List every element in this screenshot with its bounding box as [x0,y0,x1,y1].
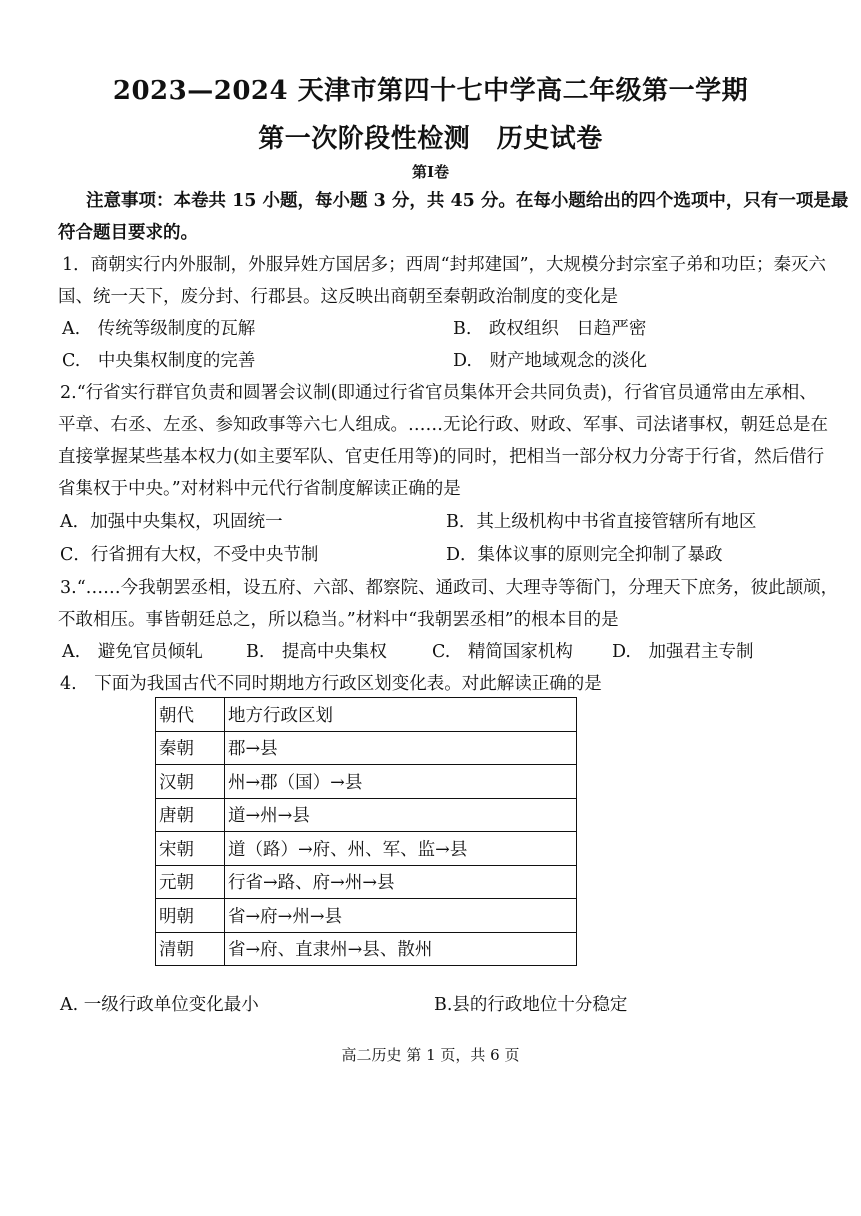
table-header-row [156,698,577,732]
question-2-option-a: A．加强中央集权，巩固统一 [60,512,283,532]
question-3-option-c: C. 精简国家机构 [432,642,573,662]
instructions-line-2: 符合题目要求的。 [58,223,198,243]
question-4-stem-line: 4. 下面为我国古代不同时期地方行政区划变化表。对此解读正确的是 [60,674,602,694]
table-cell-dynasty: 唐朝 [156,798,225,832]
question-1-stem-line: 国、统一天下，废分封、行郡县。这反映出商朝至秦朝政治制度的变化是 [58,287,618,307]
table-row [156,899,577,933]
question-3-option-b: B. 提高中央集权 [246,642,387,662]
question-2-stem-line: 2.“行省实行群官负责和圆署会议制(即通过行省官员集体开会共同负责)，行省官员通常由左承相、 [60,383,817,403]
table-cell-division: 省→府→州→县 [225,899,577,933]
admin-division-table [155,697,577,966]
table-cell-division: 省→府、直隶州→县、散州 [225,932,577,966]
question-2-stem-line: 平章、右丞、左丞、参知政事等六七人组成。……无论行政、财政、军事、司法诸事权，朝廷总是在 [58,415,828,435]
question-4-option-a: A. 一级行政单位变化最小 [60,995,259,1015]
question-2-option-b: B．其上级机构中书省直接管辖所有地区 [446,512,757,532]
table-cell-dynasty: 元朝 [156,865,225,899]
question-2-option-d: D．集体议事的原则完全抑制了暴政 [446,545,723,565]
question-3-option-d: D. 加强君主专制 [612,642,754,662]
table-row [156,798,577,832]
table-row [156,932,577,966]
table-row [156,832,577,866]
table-header-dynasty: 朝代 [156,698,225,732]
table-header-division: 地方行政区划 [225,698,577,732]
question-2-stem-line: 省集权于中央。”对材料中元代行省制度解读正确的是 [58,479,461,499]
table-row [156,865,577,899]
question-1-option-d: D. 财产地域观念的淡化 [453,351,647,371]
question-4-option-b: B.县的行政地位十分稳定 [434,995,628,1015]
table-row [156,731,577,765]
table-cell-dynasty: 宋朝 [156,832,225,866]
page-footer: 高二历史 第 1 页，共 6 页 [341,1046,520,1064]
question-1-option-c: C. 中央集权制度的完善 [62,351,256,371]
table-cell-dynasty: 明朝 [156,899,225,933]
table-cell-division: 道（路）→府、州、军、监→县 [225,832,577,866]
table-cell-division: 州→郡（国）→县 [225,765,577,799]
question-3-stem-line: 不敢相压。事皆朝廷总之，所以稳当。”材料中“我朝罢丞相”的根本目的是 [58,610,619,630]
table-row [156,765,577,799]
volume-label: 第Ⅰ卷 [411,163,450,181]
table-cell-division: 行省→路、府→州→县 [225,865,577,899]
instructions-line-1: 注意事项：本卷共 15 小题，每小题 3 分，共 45 分。在每小题给出的四个选项中，只有一项是最 [86,191,849,211]
table-cell-dynasty: 秦朝 [156,731,225,765]
question-2-stem-line: 直接掌握某些基本权力(如主要军队、官吏任用等)的同时，把相当一部分权力分寄于行省，然后借行 [58,447,825,467]
exam-subtitle: 第一次阶段性检测 历史试卷 [258,124,603,154]
table-cell-dynasty: 清朝 [156,932,225,966]
table-cell-division: 道→州→县 [225,798,577,832]
question-1-option-b: B. 政权组织 日趋严密 [453,319,647,339]
question-3-option-a: A. 避免官员倾轧 [62,642,203,662]
table-cell-dynasty: 汉朝 [156,765,225,799]
table-cell-division: 郡→县 [225,731,577,765]
question-1-option-a: A. 传统等级制度的瓦解 [62,319,256,339]
question-3-stem-line: 3.“……今我朝罢丞相，设五府、六部、都察院、通政司、大理寺等衙门，分理天下庶务，彼此颉颃， [60,578,839,598]
question-2-option-c: C．行省拥有大权，不受中央节制 [60,545,319,565]
question-1-stem-line: 1．商朝实行内外服制，外服异姓方国居多；西周“封邦建国”，大规模分封宗室子弟和功臣；秦灭六 [62,255,827,275]
exam-title: 2023—2024 天津市第四十七中学高二年级第一学期 [112,76,749,106]
